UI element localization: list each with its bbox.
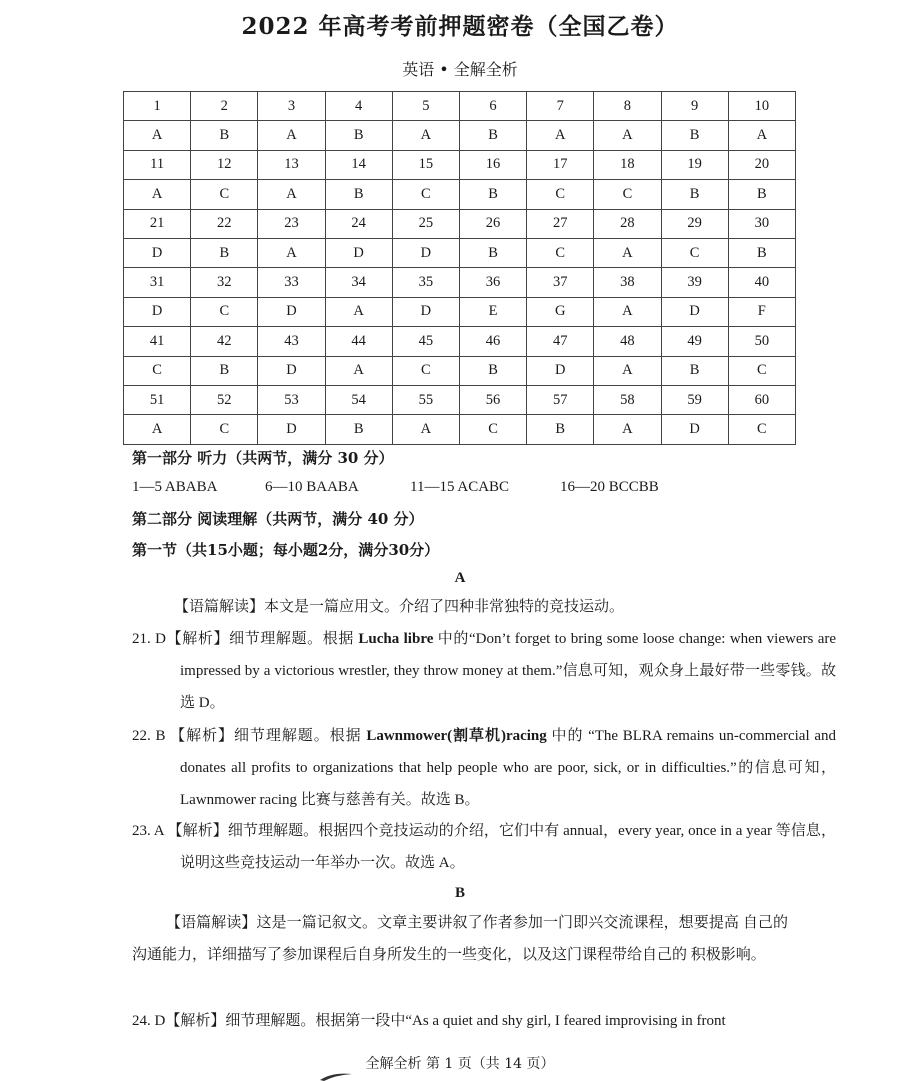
answer-cell: A — [594, 297, 661, 326]
question-number-cell: 40 — [728, 268, 795, 297]
question-number-cell: 37 — [527, 268, 594, 297]
question-23-explanation: 23. A 【解析】细节理解题。根据四个竞技运动的介绍，它们中有 annual，every year, once in a year 等信息，说明这些竞技运动一年举办一次。故选 A。 — [132, 823, 836, 871]
question-number-cell: 32 — [191, 268, 258, 297]
answer-cell: D — [392, 238, 459, 267]
question-number-cell: 33 — [258, 268, 325, 297]
document-subtitle: 英语 • 全解全析 — [402, 60, 518, 79]
question-number-row — [124, 327, 796, 356]
answer-cell: A — [728, 121, 795, 150]
swoosh-mark-icon — [318, 1072, 354, 1081]
question-24-explanation: 24. D【解析】细节理解题。根据第一段中“As a quiet and shy girl, I feared improvising in front — [132, 1013, 726, 1029]
question-number-cell: 14 — [325, 150, 392, 179]
answer-cell: A — [594, 415, 661, 444]
answer-cell: B — [661, 180, 728, 209]
question-number-cell: 9 — [661, 92, 728, 121]
answer-row — [124, 356, 796, 385]
question-number-cell: 19 — [661, 150, 728, 179]
question-number-cell: 30 — [728, 209, 795, 238]
answer-cell: C — [459, 415, 526, 444]
answer-cell: B — [191, 238, 258, 267]
part1-heading: 第一部分 听力（共两节，满分 30 分） — [132, 449, 394, 467]
answer-cell: C — [594, 180, 661, 209]
question-number-cell: 38 — [594, 268, 661, 297]
passage-b-letter: B — [454, 885, 465, 901]
question-number-cell: 54 — [325, 385, 392, 414]
question-number-cell: 60 — [728, 385, 795, 414]
question-number-cell: 57 — [527, 385, 594, 414]
question-number-cell: 48 — [594, 327, 661, 356]
question-number-cell: 34 — [325, 268, 392, 297]
question-number-row — [124, 92, 796, 121]
question-number-cell: 29 — [661, 209, 728, 238]
section1-heading: 第一节（共15小题；每小题2分，满分30分） — [132, 541, 440, 559]
question-number-cell: 41 — [124, 327, 191, 356]
listening-group: 16—20 BCCBB — [560, 479, 659, 495]
answer-cell: A — [325, 297, 392, 326]
question-number-row — [124, 150, 796, 179]
q22-prefix: 22. B 【解析】细节理解题。根据 — [132, 728, 367, 744]
answer-cell: B — [191, 121, 258, 150]
question-number-cell: 12 — [191, 150, 258, 179]
listening-group: 6—10 BAABA — [265, 479, 359, 495]
answer-cell: C — [124, 356, 191, 385]
answer-row — [124, 238, 796, 267]
answer-cell: B — [728, 180, 795, 209]
answer-cell: C — [661, 238, 728, 267]
question-number-cell: 16 — [459, 150, 526, 179]
question-number-cell: 35 — [392, 268, 459, 297]
question-number-cell: 3 — [258, 92, 325, 121]
question-number-cell: 15 — [392, 150, 459, 179]
answer-cell: C — [527, 238, 594, 267]
answer-cell: C — [728, 415, 795, 444]
answer-row — [124, 415, 796, 444]
answer-cell: D — [124, 297, 191, 326]
answer-cell: B — [191, 356, 258, 385]
q21-prefix: 21. D【解析】细节理解题。根据 — [132, 631, 359, 647]
listening-answers — [132, 479, 832, 496]
answer-cell: A — [594, 356, 661, 385]
question-number-cell: 1 — [124, 92, 191, 121]
answer-cell: B — [459, 180, 526, 209]
answer-cell: A — [124, 415, 191, 444]
answer-cell: C — [191, 415, 258, 444]
question-number-cell: 27 — [527, 209, 594, 238]
answer-cell: D — [258, 415, 325, 444]
question-number-row — [124, 268, 796, 297]
answer-cell: F — [728, 297, 795, 326]
question-number-cell: 47 — [527, 327, 594, 356]
answer-cell: A — [325, 356, 392, 385]
answer-cell: B — [459, 238, 526, 267]
answer-row — [124, 121, 796, 150]
q21-text: 中的“Don’t forget to bring some loose change: when viewers are impressed by a victorious wrestler, they throw money at them.”信息可知，观众身上最好带一些零钱。故选 D。 — [180, 631, 837, 711]
question-number-cell: 13 — [258, 150, 325, 179]
question-number-cell: 11 — [124, 150, 191, 179]
question-number-cell: 7 — [527, 92, 594, 121]
question-number-cell: 49 — [661, 327, 728, 356]
listening-group: 1—5 ABABA — [132, 479, 218, 495]
answer-cell: C — [191, 297, 258, 326]
question-number-cell: 22 — [191, 209, 258, 238]
question-number-cell: 5 — [392, 92, 459, 121]
question-number-cell: 52 — [191, 385, 258, 414]
answer-cell: A — [594, 121, 661, 150]
question-number-cell: 20 — [728, 150, 795, 179]
answer-cell: A — [124, 180, 191, 209]
answer-row — [124, 297, 796, 326]
question-number-cell: 55 — [392, 385, 459, 414]
answer-key-table — [123, 91, 796, 445]
question-number-cell: 24 — [325, 209, 392, 238]
answer-cell: A — [527, 121, 594, 150]
answer-cell: A — [258, 238, 325, 267]
question-number-cell: 56 — [459, 385, 526, 414]
answer-cell: A — [392, 121, 459, 150]
answer-cell: B — [325, 180, 392, 209]
q22-keyword: Lawnmower(割草机)racing — [366, 728, 547, 744]
answer-cell: D — [325, 238, 392, 267]
question-number-cell: 45 — [392, 327, 459, 356]
answer-cell: C — [527, 180, 594, 209]
q21-keyword: Lucha libre — [358, 631, 434, 647]
question-number-cell: 39 — [661, 268, 728, 297]
question-number-cell: 10 — [728, 92, 795, 121]
answer-cell: B — [661, 121, 728, 150]
question-number-cell: 25 — [392, 209, 459, 238]
answer-cell: A — [392, 415, 459, 444]
answer-cell: B — [459, 356, 526, 385]
answer-cell: B — [325, 415, 392, 444]
answer-cell: D — [527, 356, 594, 385]
listening-group: 11—15 ACABC — [410, 479, 510, 495]
passage-a-summary: 【语篇解读】本文是一篇应用文。介绍了四种非常独特的竞技运动。 — [174, 599, 625, 615]
question-number-cell: 36 — [459, 268, 526, 297]
question-number-cell: 4 — [325, 92, 392, 121]
answer-cell: D — [258, 297, 325, 326]
question-number-cell: 18 — [594, 150, 661, 179]
answer-cell: A — [594, 238, 661, 267]
question-number-cell: 51 — [124, 385, 191, 414]
answer-cell: D — [661, 415, 728, 444]
answer-cell: D — [392, 297, 459, 326]
question-22-explanation — [132, 720, 836, 816]
question-number-cell: 44 — [325, 327, 392, 356]
answer-cell: B — [661, 356, 728, 385]
answer-cell: C — [392, 356, 459, 385]
question-number-row — [124, 385, 796, 414]
passage-b-summary: 【语篇解读】这是一篇记叙文。文章主要讲叙了作者参加一门即兴交流课程，想要提高 自己的沟通能力，详细描写了参加课程后自身所发生的一些变化，以及这门课程带给自己的 积极影响。 — [132, 915, 788, 963]
question-number-cell: 50 — [728, 327, 795, 356]
question-number-cell: 21 — [124, 209, 191, 238]
question-number-cell: 46 — [459, 327, 526, 356]
question-number-cell: 28 — [594, 209, 661, 238]
answer-cell: D — [124, 238, 191, 267]
question-number-cell: 31 — [124, 268, 191, 297]
question-number-cell: 26 — [459, 209, 526, 238]
question-number-cell: 23 — [258, 209, 325, 238]
question-number-cell: 53 — [258, 385, 325, 414]
answer-cell: D — [661, 297, 728, 326]
answer-cell: B — [728, 238, 795, 267]
answer-cell: A — [124, 121, 191, 150]
answer-cell: B — [527, 415, 594, 444]
answer-row — [124, 180, 796, 209]
question-number-cell: 8 — [594, 92, 661, 121]
question-number-row — [124, 209, 796, 238]
answer-cell: C — [728, 356, 795, 385]
part2-heading: 第二部分 阅读理解（共两节，满分 40 分） — [132, 510, 424, 528]
question-21-explanation — [132, 623, 836, 719]
passage-a-letter: A — [454, 570, 466, 586]
answer-cell: A — [258, 180, 325, 209]
document-title: 2022 年高考考前押题密卷（全国乙卷） — [241, 13, 679, 40]
question-number-cell: 6 — [459, 92, 526, 121]
answer-cell: C — [191, 180, 258, 209]
q22-text: 中的 “The BLRA remains un-commercial and donates all profits to organizations that help people who are poor, sick, or in difficulties.”的信息可知，Lawnmower racing 比赛与慈善有关。故选 B。 — [180, 728, 836, 808]
answer-cell: G — [527, 297, 594, 326]
answer-cell: D — [258, 356, 325, 385]
answer-cell: A — [258, 121, 325, 150]
question-number-cell: 42 — [191, 327, 258, 356]
page-footer: 全解全析 第 1 页（共 14 页） — [365, 1056, 555, 1072]
question-number-cell: 2 — [191, 92, 258, 121]
answer-cell: B — [325, 121, 392, 150]
question-number-cell: 17 — [527, 150, 594, 179]
question-number-cell: 58 — [594, 385, 661, 414]
answer-cell: E — [459, 297, 526, 326]
answer-cell: C — [392, 180, 459, 209]
question-number-cell: 43 — [258, 327, 325, 356]
answer-cell: B — [459, 121, 526, 150]
question-number-cell: 59 — [661, 385, 728, 414]
